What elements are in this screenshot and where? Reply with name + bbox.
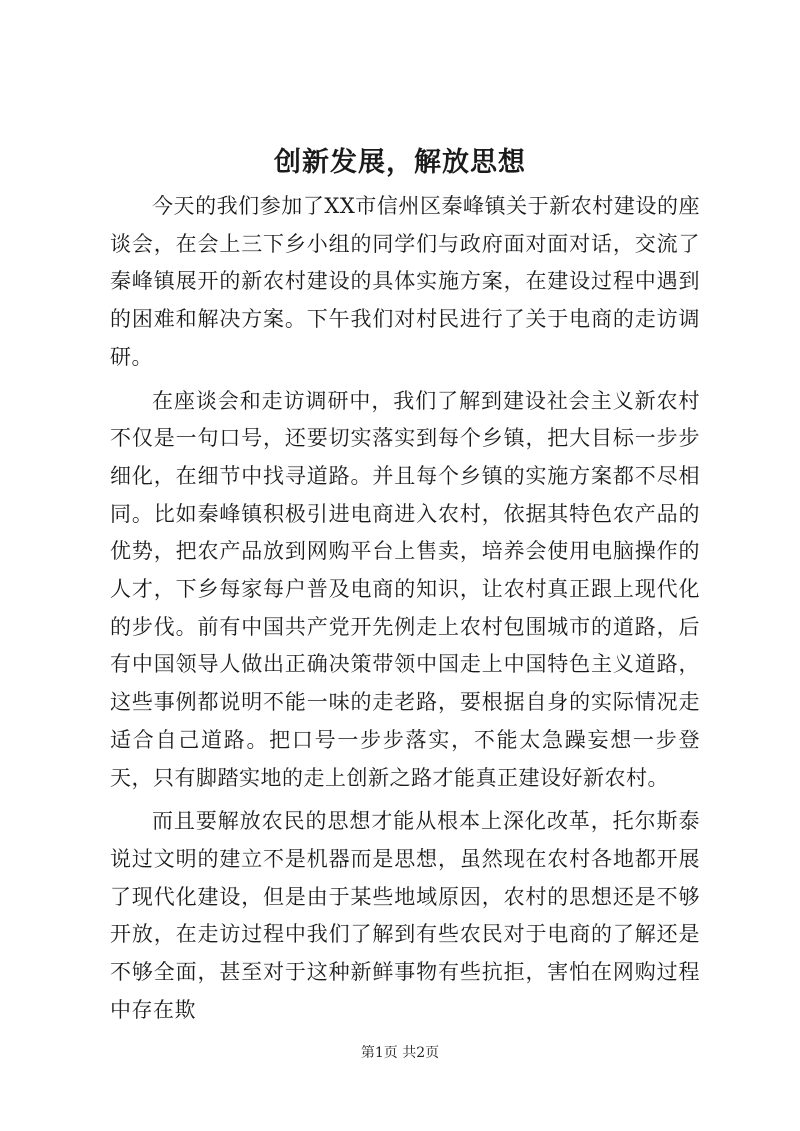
page-footer: 第1页 共2页	[360, 1045, 440, 1061]
paragraph: 在座谈会和走访调研中，我们了解到建设社会主义新农村不仅是一句口号，还要切实落实到每个乡镇，把大目标一步步细化，在细节中找寻道路。并且每个乡镇的实施方案都不尽相同。比如秦峰镇积极引进电商进入农村，依据其特色农产品的优势，把农产品放到网购平台上售卖，培养会使用电脑操作的人才，下乡每家每户普及电商的知识，让农村真正跟上现代化的步伐。前有中国共产党开先例走上农村包围城市的道路，后有中国领导人做出正确决策带领中国走上中国特色主义道路，这些事例都说明不能一味的走老路，要根据自身的实际情况走适合自己道路。把口号一步步落实，不能太急躁妄想一步登天，只有脚踏实地的走上创新之路才能真正建设好新农村。	[110, 388, 700, 790]
document-body	[110, 188, 700, 1029]
paragraph: 今天的我们参加了XX市信州区秦峰镇关于新农村建设的座谈会，在会上三下乡小组的同学们与政府面对面对话，交流了秦峰镇展开的新农村建设的具体实施方案，在建设过程中遇到的困难和解决方案。下午我们对村民进行了关于电商的走访调研。	[110, 194, 700, 369]
paragraph: 而且要解放农民的思想才能从根本上深化改革，托尔斯泰说过文明的建立不是机器而是思想，虽然现在农村各地都开展了现代化建设，但是由于某些地域原因，农村的思想还是不够开放，在走访过程中我们了解到有些农民对于电商的了解还是不够全面，甚至对于这种新鲜事物有些抗拒，害怕在网购过程中存在欺	[110, 809, 700, 1022]
document-title: 创新发展，解放思想	[274, 147, 526, 178]
